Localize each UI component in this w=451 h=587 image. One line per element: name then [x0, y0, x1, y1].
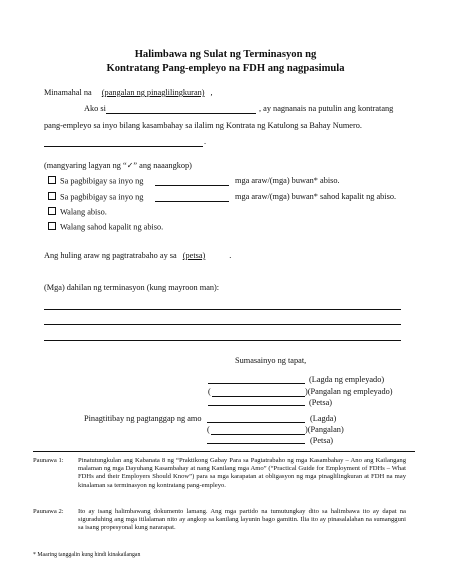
title-line-1: Halimbawa ng Sulat ng Terminasyon ng [134, 49, 317, 60]
employer-name-line[interactable] [211, 434, 305, 435]
note-2-text: Ito ay isang halimbawang dokumento lamang. Ang mga partido na tumutungkay dito sa halimbawa ito ay dapat na siguraduhing ang mga itilalaman nito ay angkop sa kanilang layunin bago gamitin. Ilia ito ay pinasalalahan na sumangguni sa isang propesyonal kung nararapat. [78, 508, 406, 532]
checkbox-icon[interactable] [48, 176, 56, 184]
title-line-2: Kontratang Pang-empleyo na FDH ang nagpasimula [106, 63, 345, 74]
body-line-1-prefix: Ako si [84, 104, 106, 113]
checkbox-icon[interactable] [48, 222, 56, 230]
contract-number-blank[interactable] [44, 146, 203, 147]
body-line-3-suffix: . [204, 137, 207, 146]
payment-period-blank[interactable] [155, 201, 229, 202]
employer-date-label: (Petsa) [310, 436, 334, 445]
option-4-label: Walang sahod kapalit ng abiso. [60, 222, 164, 232]
checkbox-icon[interactable] [48, 192, 56, 200]
option-1-prefix: Sa pagbibigay sa inyo ng [60, 176, 144, 186]
option-2-prefix: Sa pagbibigay sa inyo ng [60, 192, 144, 202]
employer-signature-line[interactable] [207, 422, 305, 423]
closing: Sumasainyo ng tapat, [235, 356, 307, 365]
separator [33, 451, 415, 452]
last-day [44, 251, 231, 260]
body-line-1-suffix: , ay nagnanais na putulin ang kontratang [259, 104, 394, 113]
option-notice-days[interactable] [48, 176, 143, 186]
employee-name-open: ( [208, 387, 211, 396]
employee-signature-label: (Lagda ng empleyado) [309, 375, 385, 384]
employee-name-close: )(Pangalan ng empleyado) [305, 387, 393, 396]
reason-line[interactable] [44, 309, 401, 310]
employer-name-open: ( [207, 425, 210, 434]
footnote: * Maaring tanggalin kung hindi kinakailangan [33, 552, 141, 558]
check-mark-icon: ✓ [126, 161, 134, 170]
instruction-suffix: ” ang naaangkop) [133, 161, 192, 170]
salutation-suffix: , [210, 88, 213, 97]
salutation-prefix: Minamahal na [44, 88, 92, 97]
employee-date-line[interactable] [208, 405, 305, 406]
employer-date-line[interactable] [207, 443, 305, 444]
option-1-suffix: mga araw/(mga) buwan* abiso. [235, 176, 340, 185]
last-day-suffix: . [229, 251, 232, 260]
employee-date-label: (Petsa) [309, 398, 333, 407]
salutation [44, 88, 213, 97]
option-no-notice[interactable] [48, 207, 107, 217]
reason-line[interactable] [44, 340, 401, 341]
option-3-label: Walang abiso. [60, 207, 107, 217]
note-2-label: Paunawa 2: [33, 508, 64, 515]
option-payment-in-lieu[interactable] [48, 192, 143, 202]
option-2-suffix: mga araw/(mga) buwan* sahod kapalit ng abiso. [235, 192, 397, 201]
employee-signature-line[interactable] [208, 383, 305, 384]
employer-name-close: )(Pangalan) [305, 425, 344, 434]
instruction [44, 161, 192, 170]
reason-line[interactable] [44, 324, 401, 325]
employer-signature-label: (Lagda) [310, 414, 337, 423]
last-day-prefix: Ang huling araw ng pagtratrabaho ay sa [44, 251, 177, 260]
employer-ack-label: Pinagtitibay ng pagtanggap ng amo [84, 414, 202, 423]
last-day-date-blank[interactable]: (petsa) [182, 251, 206, 260]
option-no-payment[interactable] [48, 222, 163, 232]
employee-name-blank[interactable] [106, 113, 256, 114]
checkbox-icon[interactable] [48, 207, 56, 215]
notice-period-blank[interactable] [155, 185, 229, 186]
body-line-2: pang-empleyo sa inyo bilang kasambahay sa ilalim ng Kontrata ng Katulong sa Bahay Numero. [44, 121, 362, 130]
instruction-prefix: (mangyaring lagyan ng “ [44, 161, 127, 170]
note-1-label: Paunawa 1: [33, 457, 64, 464]
employer-name-blank[interactable]: (pangalan ng pinaglilingkuran) [101, 88, 205, 97]
note-1-text: Pinatutungkulan ang Kabanata 8 ng “Praktikong Gabay Para sa Pagtatrabaho ng mga Kasambahay – Ano ang Kailangang malaman ng mga Dayuhang Kasambahay at nang Kanilang mga Amo” (“Practical Guide for Employment of FDHs – What FDHs and their Employers Should Know”) para sa mga karapatan at obligasyon ng mga pinaglilingkuran at FDH na may kinalaman sa terminasyon ng kontratang pang-empleyo. [78, 457, 406, 489]
employee-name-line[interactable] [212, 396, 305, 397]
reasons-label: (Mga) dahilan ng terminasyon (kung mayroon man): [44, 283, 220, 292]
